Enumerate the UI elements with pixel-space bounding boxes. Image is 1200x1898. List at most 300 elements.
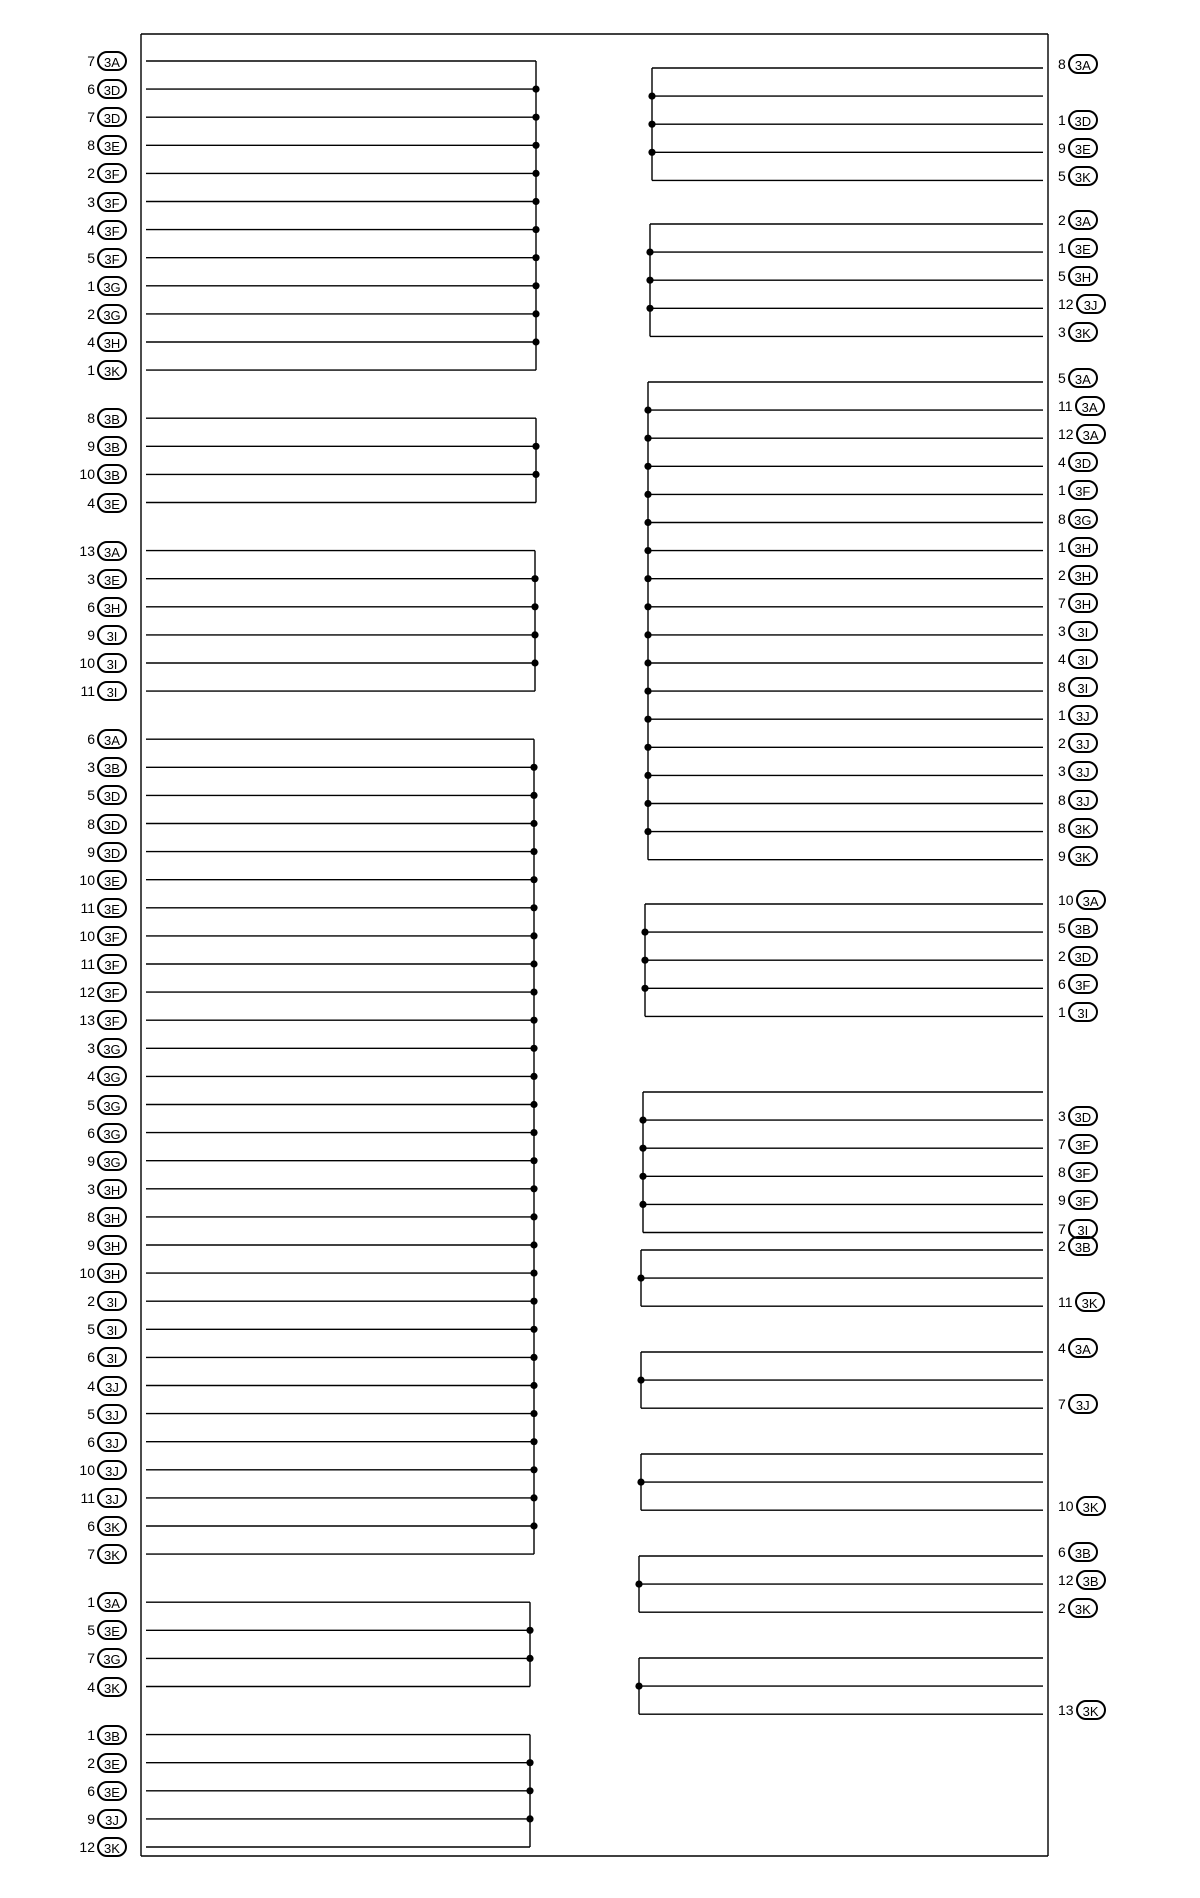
connector-oval: 3G: [97, 1648, 127, 1668]
terminal-label: [87, 1403, 127, 1425]
junction-dot: [530, 1185, 537, 1192]
terminal-label: [1058, 1001, 1098, 1023]
terminal-label: [87, 407, 127, 429]
pin-number: 8: [87, 137, 95, 154]
connector-oval: 3A: [1068, 210, 1098, 230]
junction-dot: [530, 1017, 537, 1024]
pin-number: 1: [1058, 1004, 1066, 1021]
junction-dot: [530, 792, 537, 799]
pin-number: 11: [1058, 398, 1073, 415]
pin-number: 6: [87, 1782, 95, 1799]
junction-dot: [644, 603, 651, 610]
connector-oval: 3H: [1068, 593, 1098, 613]
connector-oval: 3K: [1076, 1700, 1106, 1720]
terminal-label: [87, 1346, 127, 1368]
connector-oval: 3D: [97, 785, 127, 805]
junction-dot: [637, 1377, 644, 1384]
pin-number: 5: [87, 1405, 95, 1422]
connector-oval: 3F: [1068, 1190, 1098, 1210]
junction-dot: [641, 985, 648, 992]
junction-dot: [644, 716, 651, 723]
connector-oval: 3F: [1068, 480, 1098, 500]
connector-oval: 3H: [1068, 565, 1098, 585]
connector-oval: 3F: [97, 926, 127, 946]
connector-oval: 3H: [97, 597, 127, 617]
terminal-label: [87, 1780, 127, 1802]
connector-oval: 3F: [97, 192, 127, 212]
connector-oval: 3E: [97, 135, 127, 155]
pin-number: 9: [87, 1237, 95, 1253]
junction-dot: [530, 1157, 537, 1164]
connector-oval: 3B: [97, 464, 127, 484]
pin-number: 2: [1058, 212, 1066, 228]
connector-oval: 3F: [97, 1010, 127, 1030]
pin-number: 2: [1058, 735, 1066, 752]
pin-number: 1: [1058, 112, 1066, 129]
pin-number: 6: [87, 598, 95, 615]
pin-number: 12: [79, 984, 95, 1001]
terminal-label: [87, 568, 127, 590]
pin-number: 5: [87, 1321, 95, 1338]
connector-oval: 3B: [1068, 1542, 1098, 1562]
terminal-label: [87, 134, 127, 156]
connector-oval: 3G: [97, 1123, 127, 1143]
pin-number: 3: [1058, 622, 1066, 639]
pin-number: 5: [1058, 268, 1066, 285]
terminal-label: [87, 1543, 127, 1565]
junction-dot: [526, 1655, 533, 1662]
connector-oval: 3G: [97, 304, 127, 324]
junction-dot: [644, 491, 651, 498]
connector-oval: 3G: [97, 1151, 127, 1171]
pin-number: 1: [1058, 707, 1066, 724]
connector-oval: 3J: [1076, 294, 1106, 314]
connector-oval: 3F: [97, 982, 127, 1002]
terminal-label: [1058, 1291, 1105, 1313]
connector-oval: 3D: [97, 814, 127, 834]
pin-number: 6: [1058, 1544, 1066, 1560]
pin-number: 10: [79, 1461, 95, 1478]
terminal-label: [1058, 451, 1098, 473]
pin-number: 8: [87, 410, 95, 427]
pin-number: 8: [87, 815, 95, 832]
terminal-label: [1058, 1189, 1098, 1211]
pin-number: 1: [1058, 240, 1066, 257]
connector-oval: 3I: [97, 1319, 127, 1339]
terminal-label: [79, 463, 127, 485]
junction-dot: [530, 989, 537, 996]
connector-oval: 3I: [97, 625, 127, 645]
connector-oval: 3J: [1068, 733, 1098, 753]
junction-dot: [531, 659, 538, 666]
junction-dot: [530, 1270, 537, 1277]
pin-number: 7: [87, 53, 95, 69]
terminal-label: [79, 1009, 127, 1031]
terminal-label: [1058, 1393, 1098, 1415]
pin-number: 6: [87, 1518, 95, 1534]
terminal-label: [1058, 1541, 1098, 1563]
junction-dot: [644, 547, 651, 554]
pin-number: 7: [1058, 1136, 1066, 1153]
terminal-label: [1058, 592, 1098, 614]
connector-oval: 3F: [1068, 974, 1098, 994]
junction-dot: [639, 1117, 646, 1124]
junction-dot: [530, 1213, 537, 1220]
pin-number: 12: [1058, 426, 1074, 443]
junction-dot: [635, 1683, 642, 1690]
pin-number: 6: [1058, 976, 1066, 993]
connector-oval: 3K: [97, 1544, 127, 1564]
connector-oval: 3J: [1068, 705, 1098, 725]
terminal-label: [1058, 508, 1098, 530]
junction-dot: [526, 1787, 533, 1794]
pin-number: 3: [87, 759, 95, 776]
junction-dot: [532, 338, 539, 345]
pin-number: 9: [87, 1152, 95, 1169]
junction-dot: [530, 960, 537, 967]
pin-number: 4: [87, 1068, 95, 1085]
connector-oval: 3E: [97, 1620, 127, 1640]
terminal-label: [79, 1262, 127, 1284]
connector-oval: 3D: [97, 79, 127, 99]
pin-number: 9: [87, 626, 95, 643]
terminal-label: [1058, 395, 1105, 417]
junction-dot: [530, 820, 537, 827]
junction-dot: [530, 848, 537, 855]
junction-dot: [635, 1581, 642, 1588]
pin-number: 2: [87, 165, 95, 182]
connector-oval: 3F: [1068, 1162, 1098, 1182]
pin-number: 11: [80, 899, 95, 916]
junction-dot: [531, 631, 538, 638]
connector-oval: 3E: [97, 569, 127, 589]
junction-dot: [644, 744, 651, 751]
connector-oval: 3K: [97, 1516, 127, 1536]
pin-number: 5: [87, 1096, 95, 1113]
pin-number: 10: [79, 927, 95, 944]
terminal-label: [87, 728, 127, 750]
pin-number: 4: [87, 221, 95, 238]
terminal-label: [87, 50, 127, 72]
connector-oval: 3D: [97, 842, 127, 862]
junction-dot: [644, 575, 651, 582]
junction-dot: [532, 86, 539, 93]
junction-dot: [530, 904, 537, 911]
terminal-label: [1058, 845, 1098, 867]
junction-dot: [530, 1045, 537, 1052]
terminal-label: [87, 1431, 127, 1453]
pin-number: 10: [79, 1265, 95, 1282]
junction-dot: [526, 1815, 533, 1822]
pin-number: 4: [1058, 651, 1066, 667]
junction-dot: [644, 631, 651, 638]
terminal-label: [1058, 165, 1098, 187]
connector-oval: 3E: [1068, 238, 1098, 258]
pin-number: 5: [87, 787, 95, 804]
terminal-label: [1058, 620, 1098, 642]
terminal-label: [87, 191, 127, 213]
connector-oval: 3G: [97, 1095, 127, 1115]
junction-dot: [530, 1382, 537, 1389]
junction-dot: [530, 1438, 537, 1445]
pin-number: 7: [87, 1650, 95, 1667]
terminal-label: [79, 652, 127, 674]
terminal-label: [87, 1318, 127, 1340]
pin-number: 7: [87, 1546, 95, 1563]
terminal-label: [87, 1591, 127, 1613]
junction-dot: [531, 603, 538, 610]
pin-number: 6: [87, 1433, 95, 1450]
connector-oval: 3B: [1068, 918, 1098, 938]
terminal-label: [1058, 648, 1098, 670]
connector-oval: 3H: [1068, 266, 1098, 286]
pin-number: 1: [87, 1594, 95, 1611]
connector-oval: 3J: [97, 1404, 127, 1424]
junction-dot: [532, 142, 539, 149]
terminal-label: [87, 162, 127, 184]
terminal-label: [87, 596, 127, 618]
terminal-label: [1058, 293, 1106, 315]
junction-dot: [531, 575, 538, 582]
terminal-label: [1058, 265, 1098, 287]
connector-oval: 3K: [1068, 846, 1098, 866]
pin-number: 2: [87, 1293, 95, 1310]
junction-dot: [530, 1073, 537, 1080]
pin-number: 9: [87, 843, 95, 860]
connector-oval: 3K: [97, 1837, 127, 1857]
junction-dot: [646, 305, 653, 312]
pin-number: 4: [87, 494, 95, 511]
pin-number: 7: [1058, 594, 1066, 611]
pin-number: 13: [1058, 1702, 1074, 1719]
connector-oval: 3H: [1068, 537, 1098, 557]
terminal-label: [87, 106, 127, 128]
pin-number: 11: [1058, 1294, 1073, 1311]
connector-oval: 3A: [1068, 54, 1098, 74]
terminal-label: [87, 492, 127, 514]
terminal-label: [1058, 209, 1098, 231]
pin-number: 9: [1058, 140, 1066, 157]
terminal-label: [1058, 564, 1098, 586]
terminal-label: [1058, 137, 1098, 159]
junction-dot: [644, 407, 651, 414]
junction-dot: [532, 114, 539, 121]
terminal-label: [80, 680, 127, 702]
pin-number: 6: [87, 1349, 95, 1366]
pin-number: 10: [1058, 1498, 1074, 1515]
connector-oval: 3B: [97, 1725, 127, 1745]
terminal-label: [1058, 237, 1098, 259]
junction-dot: [530, 764, 537, 771]
pin-number: 3: [87, 570, 95, 587]
junction-dot: [530, 1326, 537, 1333]
pin-number: 8: [1058, 56, 1066, 72]
junction-dot: [532, 471, 539, 478]
junction-dot: [639, 1201, 646, 1208]
connector-oval: 3K: [1068, 818, 1098, 838]
pin-number: 2: [1058, 1238, 1066, 1254]
pin-number: 7: [87, 109, 95, 126]
terminal-label: [87, 1150, 127, 1172]
terminal-label: [1058, 1495, 1106, 1517]
terminal-label: [1058, 423, 1106, 445]
terminal-label: [1058, 760, 1098, 782]
connector-oval: 3E: [97, 493, 127, 513]
terminal-label: [1058, 973, 1098, 995]
terminal-label: [1058, 889, 1106, 911]
connector-oval: 3B: [97, 436, 127, 456]
terminal-label: [1058, 1699, 1106, 1721]
terminal-label: [87, 435, 127, 457]
junction-dot: [532, 226, 539, 233]
pin-number: 7: [1058, 1220, 1066, 1237]
connector-oval: 3I: [97, 1291, 127, 1311]
pin-number: 4: [1058, 1340, 1066, 1356]
connector-oval: 3H: [97, 1235, 127, 1255]
junction-dot: [639, 1173, 646, 1180]
pin-number: 12: [1058, 296, 1074, 313]
pin-number: 9: [1058, 1192, 1066, 1209]
connector-oval: 3G: [97, 1038, 127, 1058]
junction-dot: [646, 277, 653, 284]
connector-oval: 3F: [97, 163, 127, 183]
connector-oval: 3E: [97, 870, 127, 890]
junction-dot: [639, 1145, 646, 1152]
junction-dot: [526, 1759, 533, 1766]
terminal-label: [1058, 1235, 1098, 1257]
junction-dot: [641, 929, 648, 936]
connector-oval: 3K: [1068, 322, 1098, 342]
pin-number: 12: [79, 1839, 95, 1855]
terminal-label: [79, 925, 127, 947]
connector-oval: 3H: [97, 1179, 127, 1199]
pin-number: 3: [87, 193, 95, 210]
connector-oval: 3A: [1076, 890, 1106, 910]
terminal-label: [87, 1375, 127, 1397]
terminal-label: [87, 1515, 127, 1537]
terminal-label: [87, 1122, 127, 1144]
terminal-label: [87, 813, 127, 835]
pin-number: 2: [87, 1754, 95, 1771]
connector-oval: 3F: [97, 220, 127, 240]
terminal-label: [87, 756, 127, 778]
pin-number: 8: [87, 1208, 95, 1225]
pin-number: 1: [1058, 482, 1066, 499]
terminal-label: [87, 78, 127, 100]
terminal-label: [87, 1647, 127, 1669]
terminal-label: [87, 1676, 127, 1698]
terminal-label: [79, 981, 127, 1003]
connector-oval: 3J: [1068, 1394, 1098, 1414]
terminal-label: [87, 841, 127, 863]
terminal-label: [87, 1234, 127, 1256]
connector-oval: 3J: [97, 1809, 127, 1829]
terminal-label: [1058, 1337, 1098, 1359]
pin-number: 5: [1058, 370, 1066, 386]
connector-oval: 3B: [1068, 1236, 1098, 1256]
terminal-label: [1058, 321, 1098, 343]
pin-number: 5: [1058, 168, 1066, 185]
connector-oval: 3J: [97, 1376, 127, 1396]
junction-dot: [530, 1101, 537, 1108]
connector-oval: 3K: [1068, 1598, 1098, 1618]
pin-number: 8: [1058, 791, 1066, 808]
pin-number: 4: [87, 1377, 95, 1394]
terminal-label: [1058, 536, 1098, 558]
pin-number: 13: [79, 1012, 95, 1029]
connector-oval: 3G: [97, 276, 127, 296]
pin-number: 1: [87, 362, 95, 379]
junction-dot: [648, 121, 655, 128]
junction-dot: [644, 828, 651, 835]
connector-oval: 3K: [1076, 1496, 1106, 1516]
connector-oval: 3D: [97, 107, 127, 127]
connector-oval: 3A: [1075, 396, 1105, 416]
pin-number: 2: [1058, 566, 1066, 583]
pin-number: 1: [1058, 538, 1066, 555]
pin-number: 4: [1058, 454, 1066, 471]
pin-number: 10: [79, 655, 95, 671]
terminal-label: [1058, 367, 1098, 389]
connector-oval: 3B: [1076, 1570, 1106, 1590]
junction-dot: [532, 254, 539, 261]
connector-oval: 3A: [97, 541, 127, 561]
pin-number: 8: [1058, 1164, 1066, 1181]
connector-oval: 3I: [1068, 621, 1098, 641]
terminal-label: [1058, 53, 1098, 75]
connector-oval: 3G: [1068, 509, 1098, 529]
terminal-label: [87, 331, 127, 353]
terminal-label: [1058, 1597, 1098, 1619]
connector-oval: 3B: [97, 408, 127, 428]
terminal-label: [87, 624, 127, 646]
junction-dot: [644, 688, 651, 695]
junction-dot: [644, 519, 651, 526]
terminal-label: [87, 1206, 127, 1228]
pin-number: 1: [87, 1726, 95, 1743]
junction-dot: [530, 932, 537, 939]
terminal-label: [1058, 109, 1098, 131]
terminal-label: [1058, 1105, 1098, 1127]
junction-dot: [530, 1494, 537, 1501]
pin-number: 9: [1058, 847, 1066, 864]
pin-number: 7: [1058, 1396, 1066, 1413]
terminal-label: [87, 275, 127, 297]
terminal-label: [80, 1487, 127, 1509]
junction-dot: [526, 1627, 533, 1634]
connector-oval: 3I: [97, 681, 127, 701]
junction-dot: [637, 1275, 644, 1282]
pin-number: 10: [79, 466, 95, 483]
connector-oval: 3E: [1068, 138, 1098, 158]
junction-dot: [644, 659, 651, 666]
pin-number: 11: [80, 1489, 95, 1506]
terminal-label: [87, 247, 127, 269]
junction-dot: [648, 93, 655, 100]
connector-oval: 3H: [97, 1207, 127, 1227]
junction-dot: [646, 249, 653, 256]
junction-dot: [648, 149, 655, 156]
terminal-label: [87, 1094, 127, 1116]
junction-dot: [530, 1354, 537, 1361]
connector-oval: 3G: [97, 1066, 127, 1086]
pin-number: 4: [87, 1678, 95, 1695]
terminal-label: [1058, 1161, 1098, 1183]
terminal-label: [79, 1459, 127, 1481]
connector-oval: 3D: [1068, 946, 1098, 966]
terminal-label: [1058, 704, 1098, 726]
terminal-label: [1058, 1569, 1106, 1591]
